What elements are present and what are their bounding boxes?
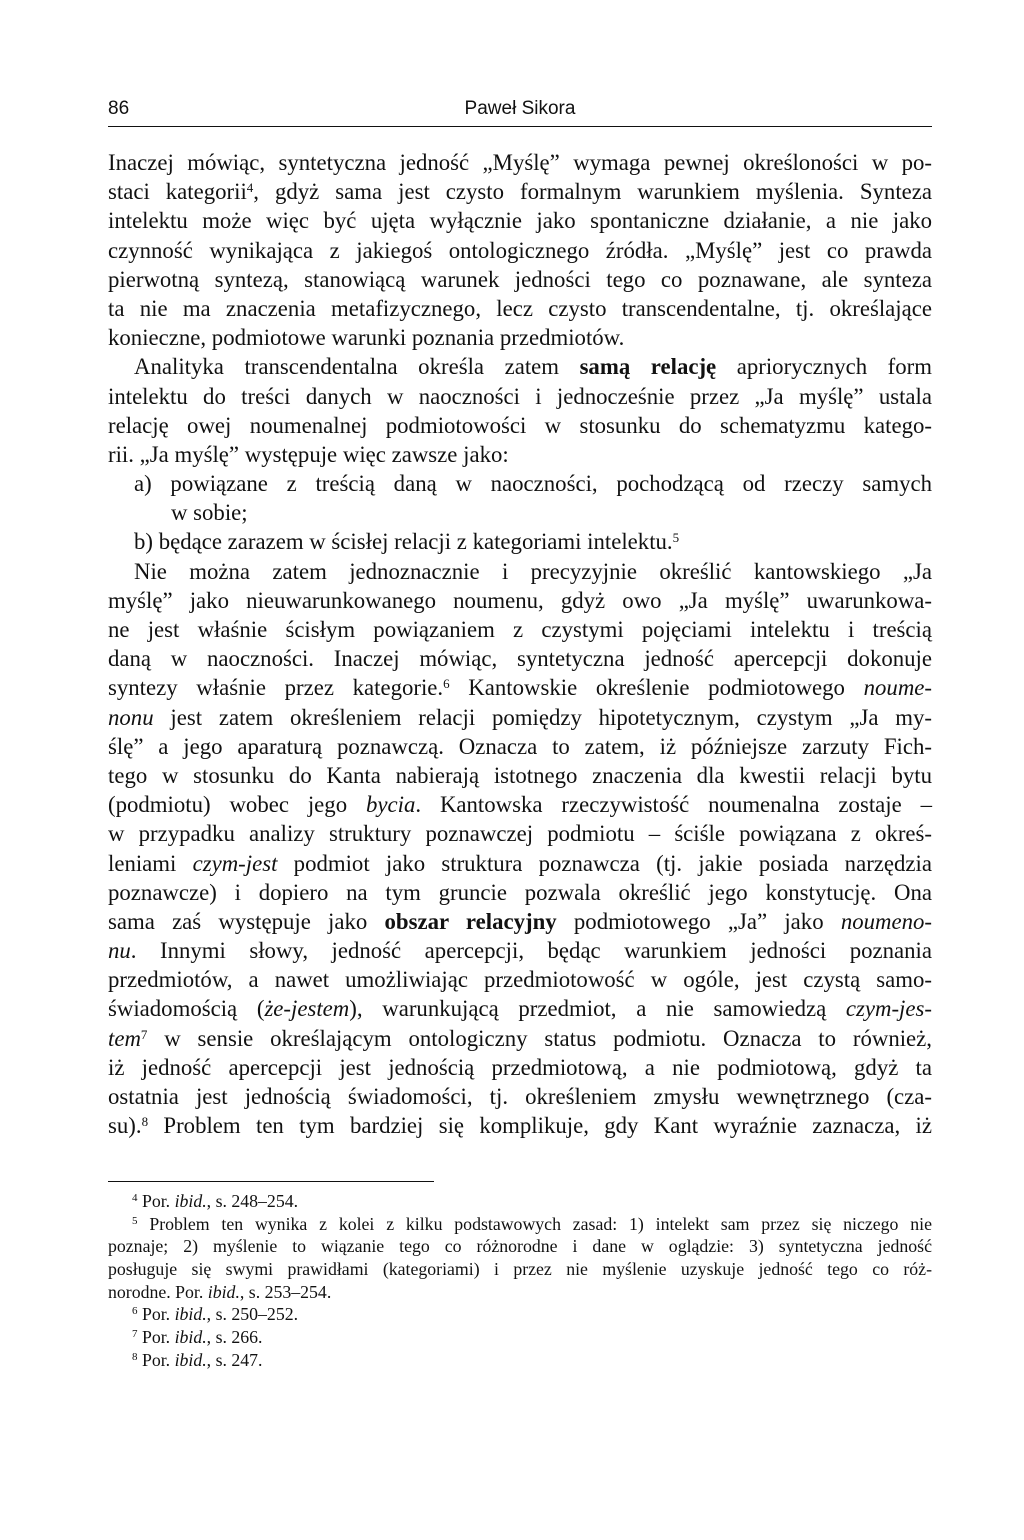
text-line: nu. Innymi słowy, jedność apercepcji, będąc warunkiem jedności poznania [108, 938, 932, 964]
main-text [108, 148, 932, 1140]
footnotes [108, 1190, 932, 1372]
text-line: świadomością (że-jestem), warunkującą przedmiot, a nie samowiedzą czym-jes- [108, 996, 932, 1022]
text-line: iż jedność apercepcji jest jednością przedmiotową, a nie podmiotową, gdyż ta [108, 1054, 932, 1080]
text-line: leniami czym-jest podmiot jako struktura poznawcza (tj. jakie posiada narzędzia [108, 850, 932, 876]
text-line: su).$^8$ Problem ten tym bardziej się komplikuje, gdy Kant wyraźnie zaznacza, iż [108, 1113, 932, 1139]
footnote-6: $^6$ Por. ibid., s. 250–252. [132, 1304, 299, 1325]
text-line: Inaczej mówiąc, syntetyczna jedność „Myślę” wymaga pewnej określoności w po- [108, 150, 932, 175]
footnote-4: $^4$ Por. ibid., s. 248–254. [132, 1191, 299, 1211]
footnote-separator [108, 1181, 434, 1182]
text-line: czynność wynikająca z jakiegoś ontologicznego źródła. „Myślę” jest co prawda [108, 237, 932, 263]
text-line: syntezy właśnie przez kategorie.$^6$ Kantowskie określenie podmiotowego noume- [108, 675, 932, 701]
list-item-a-continued: w sobie; [171, 500, 248, 526]
text-line: poznawcze) i dopiero na tym gruncie pozwala określić jego konstytucję. Ona [108, 879, 932, 905]
text-line: ne jest właśnie ścisłym powiązaniem z czystymi pojęciami intelektu i treścią [108, 617, 932, 642]
text-line: pierwotną syntezą, stanowiącą warunek jedności tego co poznawane, ale synteza [108, 266, 932, 292]
text-line: ta nie ma znaczenia metafizycznego, lecz czysto transcendentalne, tj. określające [108, 295, 932, 321]
text-line: myślę” jako nieuwarunkowanego noumenu, gdyż owo „Ja myślę” uwarunkowa- [108, 587, 932, 613]
text-line: daną w naoczności. Inaczej mówiąc, syntetyczna jedność apercepcji dokonuje [108, 646, 932, 672]
text-line: relację owej noumenalnej podmiotowości w stosunku do schematyzmu katego- [108, 412, 932, 438]
text-line: (podmiotu) wobec jego bycia. Kantowska rzeczywistość noumenalna zostaje – [108, 792, 933, 818]
text-line: Analityka transcendentalna określa zatem samą relację apriorycznych form [134, 354, 932, 380]
text-line: intelektu do treści danych w naoczności i jednocześnie przez „Ja myślę” ustala [108, 383, 932, 409]
running-head-author: Paweł Sikora [464, 98, 576, 119]
list-item-b: b) będące zarazem w ścisłej relacji z kategoriami intelektu.$^5$ [134, 529, 680, 555]
list-item-a: a) powiązane z treścią daną w naoczności, pochodzącą od rzeczy samych [134, 471, 932, 497]
footnote-5-line: poznaje; 2) myślenie to wiązanie tego co różnorodne i dane w oglądzie: 3) syntetyczna jedność [108, 1236, 932, 1257]
text-line: staci kategorii$^4$, gdyż sama jest czysto formalnym warunkiem myślenia. Synteza [108, 179, 933, 205]
text-line: w przypadku analizy struktury poznawczej podmiotu – ściśle powiązana z okreś- [108, 821, 932, 847]
page-header [108, 98, 932, 127]
text-line: ślę” a jego aparaturą poznawczą. Oznacza to zatem, iż późniejsze zarzuty Fich- [108, 733, 932, 759]
footnote-5: $^5$ Problem ten wynika z kolei z kilku podstawowych zasad: 1) intelekt sam przez się niczego nie [132, 1213, 932, 1234]
text-line: intelektu może więc być ujęta wyłącznie jako spontaniczne działanie, a nie jako [108, 208, 932, 234]
footnote-7: $^7$ Por. ibid., s. 266. [132, 1327, 263, 1348]
text-line: Nie można zatem jednoznacznie i precyzyjnie określić kantowskiego „Ja [134, 558, 932, 584]
text-line: ostatnia jest jednością świadomości, tj. określeniem zmysłu wewnętrznego (cza- [108, 1084, 932, 1109]
text-line: rii. „Ja myślę” występuje więc zawsze jako: [108, 441, 509, 467]
text-line: tego w stosunku do Kanta nabierają istotnego znaczenia dla kwestii relacji bytu [108, 762, 932, 788]
text-line: tem$^7$ w sensie określającym ontologiczny status podmiotu. Oznacza to również, [108, 1025, 932, 1051]
text-line: przedmiotów, a nawet umożliwiając przedmiotowość w ogóle, jest czystą samo- [108, 967, 932, 993]
footnote-5-line: norodne. Por. ibid., s. 253–254. [108, 1281, 332, 1302]
footnote-5-line: posługuje się swymi prawidłami (kategoriami) i przez nie myślenie uzyskuje jedność tego co róż- [108, 1259, 932, 1280]
text-line: konieczne, podmiotowe warunki poznania przedmiotów. [108, 325, 625, 351]
text-line: nonu jest zatem określeniem relacji pomiędzy hipotetycznym, czystym „Ja my- [108, 704, 932, 730]
text-line: sama zaś występuje jako obszar relacyjny podmiotowego „Ja” jako noumeno- [108, 908, 932, 934]
footnote-8: $^8$ Por. ibid., s. 247. [132, 1349, 263, 1370]
page-number: 86 [108, 98, 130, 119]
